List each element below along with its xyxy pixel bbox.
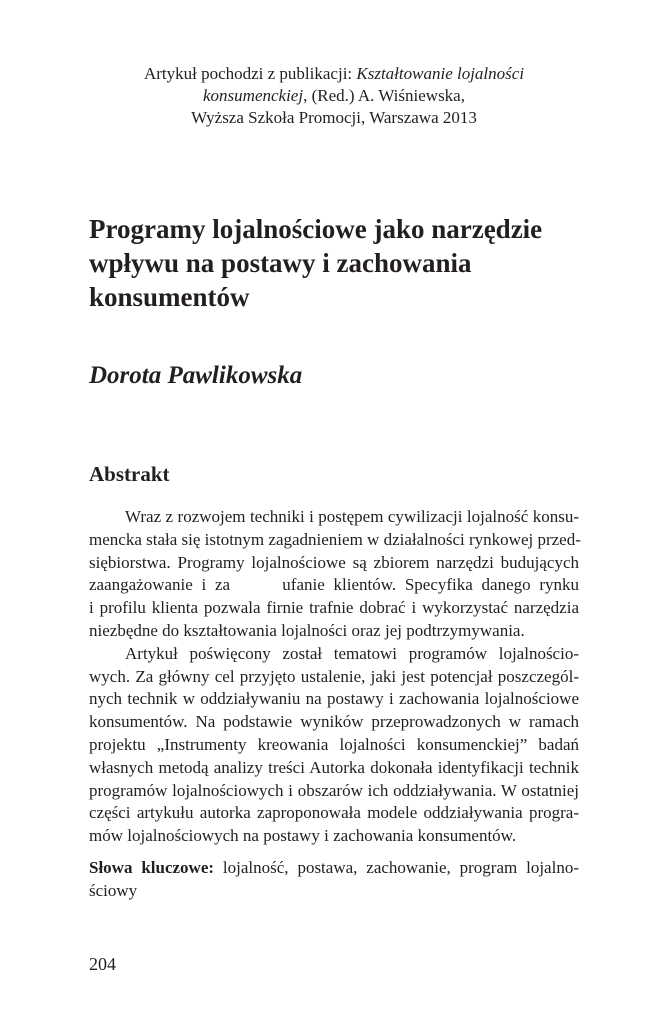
source-note — [0, 63, 668, 129]
keywords-label: Słowa kluczowe: — [89, 858, 215, 877]
keywords-line-2: ściowy — [89, 880, 138, 900]
article-title — [89, 212, 589, 314]
source-publisher: Wyższa Szkoła Promocji, Warszawa 2013 — [191, 108, 477, 127]
abstract-paragraph-2 — [89, 643, 579, 848]
abstract-line: własnych metodą analizy treści Autorka dokonała identyfikacji technik — [89, 757, 579, 777]
keywords-line-1 — [89, 857, 579, 880]
author-name: Dorota Pawlikowska — [89, 362, 303, 389]
abstract-paragraph-1 — [89, 506, 579, 643]
abstract-body — [89, 506, 579, 848]
source-book-title-part-2: konsumenckiej — [203, 86, 304, 105]
keywords-list: lojalność, postawa, zachowanie, program lojalno- — [214, 858, 579, 877]
source-prefix: Artykuł pochodzi z publikacji: — [143, 64, 357, 83]
source-editor: , (Red.) A. Wiśniewska, — [303, 86, 465, 105]
keywords — [89, 857, 579, 903]
abstract-line: i profilu klienta pozwala firnie trafnie dobrać i wykorzystać narzędzia — [89, 598, 579, 618]
article-title-line: konsumentów — [89, 282, 250, 312]
abstract-line: nych technik w oddziaływaniu na postawy i zachowania lojalnościowe — [89, 689, 579, 709]
source-book-title-part-1: Kształtowanie lojalności — [356, 64, 525, 83]
abstract-line: Artykuł poświęcony został tematowi programów lojalnościo- — [125, 643, 579, 663]
page-number: 204 — [89, 954, 116, 974]
abstract-line: części artykułu autorka zaproponowała modele oddziaływania progra- — [89, 803, 579, 823]
abstract-line: mów lojalnościowych na postawy i zachowania konsumentów. — [89, 826, 517, 846]
source-note-line-2 — [0, 85, 668, 107]
abstract-line: projektu „Instrumenty kreowania lojalności konsumenckiej” badań — [89, 734, 579, 754]
abstract-line: siębiorstwa. Programy lojalnościowe są zbiorem narzędzi budujących — [89, 552, 579, 572]
abstract-heading: Abstrakt — [89, 462, 170, 486]
abstract-line: konsumentów. Na podstawie wyników przeprowadzonych w ramach — [89, 712, 579, 732]
article-title-line: wpływu na postawy i zachowania — [89, 248, 472, 278]
abstract-line: programów lojalnościowych i obszarów ich oddziaływania. W ostatniej — [89, 780, 579, 800]
abstract-line: mencka stała się istotnym zagadnieniem w działalności rynkowej przed- — [89, 529, 581, 549]
abstract-line: niezbędne do kształtowania lojalności oraz jej podtrzymywania. — [89, 620, 525, 640]
abstract-line: wych. Za główny cel przyjęto ustalenie, jaki jest potencjał poszczegól- — [89, 666, 579, 686]
source-note-line-1 — [0, 63, 668, 85]
article-title-line: Programy lojalnościowe jako narzędzie — [89, 214, 543, 244]
abstract-line: Wraz z rozwojem techniki i postępem cywilizacji lojalność konsu- — [125, 507, 579, 526]
abstract-line: zaangażowanie i za ufanie klientów. Specyfika danego rynku — [89, 575, 579, 595]
